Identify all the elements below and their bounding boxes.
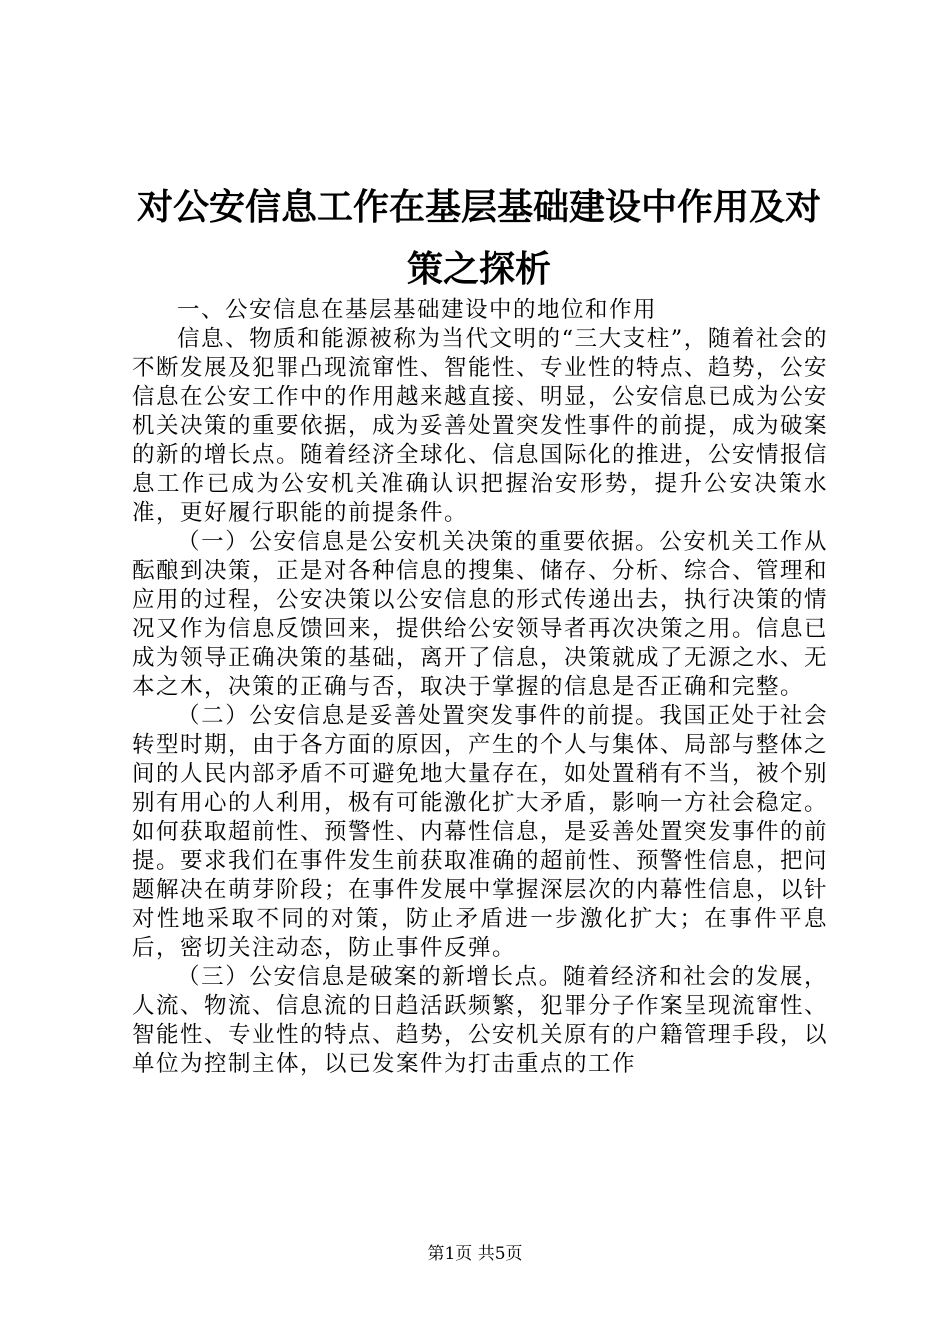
paragraph: （一）公安信息是公安机关决策的重要依据。公安机关工作从酝酿到决策，正是对各种信息的搜集、储存、分析、综合、管理和应用的过程，公安决策以公安信息的形式传递出去，执行决策的情况又作为信息反馈回来，提供给公安领导者再次决策之用。信息已成为领导正确决策的基础，离开了信息，决策就成了无源之水、无本之木，决策的正确与否，取决于掌握的信息是否正确和完整。: [132, 529, 829, 700]
section-heading: 一、公安信息在基层基础建设中的地位和作用: [177, 297, 658, 323]
page-footer: 第1页 共5页: [427, 1244, 523, 1264]
paragraph: 信息、物质和能源被称为当代文明的“三大支柱”，随着社会的不断发展及犯罪凸现流窜性、智能性、专业性的特点、趋势，公安信息在公安工作中的作用越来越直接、明显，公安信息已成为公安机关决策的重要依据，成为妥善处置突发性事件的前提，成为破案的新的增长点。随着经济全球化、信息国际化的推进，公安情报信息工作已成为公安机关准确认识把握治安形势，提升公安决策水准，更好履行职能的前提条件。: [132, 326, 829, 526]
paragraph: （二）公安信息是妥善处置突发事件的前提。我国正处于社会转型时期，由于各方面的原因，产生的个人与集体、局部与整体之间的人民内部矛盾不可避免地大量存在，如处置稍有不当，被个别别有用心的人利用，极有可能激化扩大矛盾，影响一方社会稳定。如何获取超前性、预警性、内幕性信息，是妥善处置突发事件的前提。要求我们在事件发生前获取准确的超前性、预警性信息，把问题解决在萌芽阶段；在事件发展中掌握深层次的内幕性信息，以针对性地采取不同的对策，防止矛盾进一步激化扩大；在事件平息后，密切关注动态，防止事件反弹。: [132, 703, 829, 961]
paragraph: （三）公安信息是破案的新增长点。随着经济和社会的发展，人流、物流、信息流的日趋活跃频繁，犯罪分子作案呈现流窜性、智能性、专业性的特点、趋势，公安机关原有的户籍管理手段，以单位为控制主体，以已发案件为打击重点的工作: [132, 964, 829, 1077]
document-body: [132, 296, 828, 1079]
document-title: 对公安信息工作在基层基础建设中作用及对策之探析: [136, 186, 821, 290]
